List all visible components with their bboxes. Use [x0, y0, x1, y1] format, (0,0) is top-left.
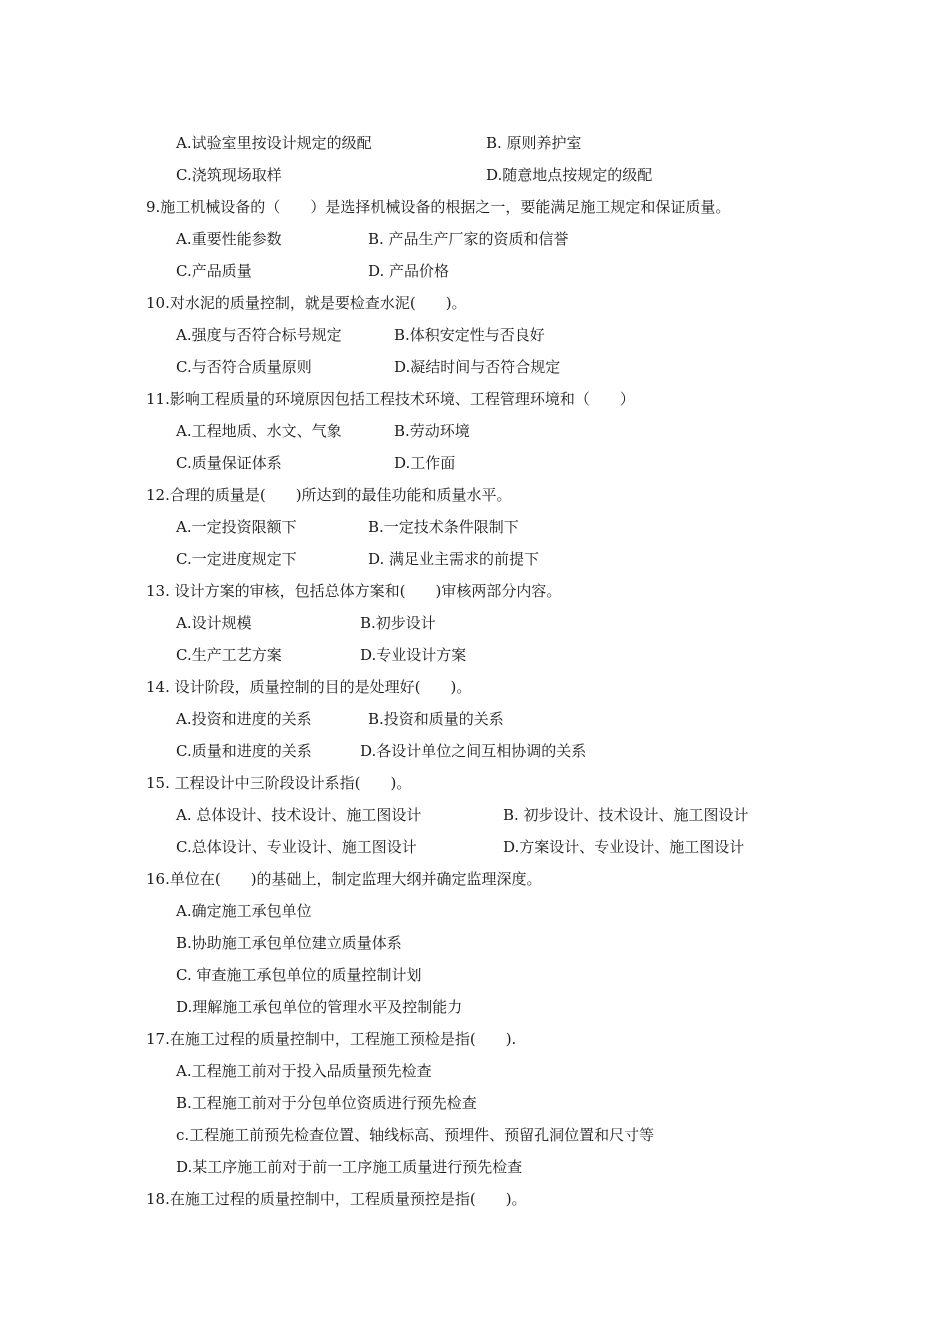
question-11-option-a: A.工程地质、水文、气象 [176, 422, 342, 440]
question-9-option-a: A.重要性能参数 [176, 230, 282, 248]
question-16-option-a: A.确定施工承包单位 [176, 902, 312, 920]
question-15-stem: 15. 工程设计中三阶段设计系指( )。 [146, 774, 412, 792]
question-12-option-d: D. 满足业主需求的前提下 [368, 550, 540, 568]
question-12-stem: 12.合理的质量是( )所达到的最佳功能和质量水平。 [146, 486, 512, 504]
question-11-option-b: B.劳动环境 [394, 422, 470, 440]
question-18-stem: 18.在施工过程的质量控制中，工程质量预控是指( )。 [146, 1190, 527, 1208]
question-11-option-c: C.质量保证体系 [176, 454, 282, 472]
question-14-stem: 14. 设计阶段，质量控制的目的是处理好( )。 [146, 678, 472, 696]
question-12-option-b: B.一定技术条件限制下 [368, 518, 519, 536]
question-14-option-d: D.各设计单位之间互相协调的关系 [360, 742, 587, 760]
question-15-option-a: A. 总体设计、技术设计、施工图设计 [176, 806, 422, 824]
question-9-stem: 9.施工机械设备的（ ）是选择机械设备的根据之一，要能满足施工规定和保证质量。 [146, 198, 731, 216]
question-11-option-d: D.工作面 [394, 454, 456, 472]
question-9-option-d: D. 产品价格 [368, 262, 450, 280]
fragment-option-c: C.浇筑现场取样 [176, 166, 282, 184]
fragment-option-a: A.试验室里按设计规定的级配 [176, 134, 372, 152]
question-17-option-c: c.工程施工前预先检查位置、轴线标高、预埋件、预留孔洞位置和尺寸等 [176, 1126, 655, 1144]
question-10-option-c: C.与否符合质量原则 [176, 358, 312, 376]
question-10-option-b: B.体积安定性与否良好 [394, 326, 545, 344]
question-11-stem: 11.影响工程质量的环境原因包括工程技术环境、工程管理环境和（ ） [146, 390, 635, 408]
question-13-option-b: B.初步设计 [360, 614, 436, 632]
question-14-option-c: C.质量和进度的关系 [176, 742, 312, 760]
question-9-option-c: C.产品质量 [176, 262, 252, 280]
question-15-option-c: C.总体设计、专业设计、施工图设计 [176, 838, 417, 856]
question-13-option-d: D.专业设计方案 [360, 646, 467, 664]
question-10-option-d: D.凝结时间与否符合规定 [394, 358, 561, 376]
question-16-stem: 16.单位在( )的基础上，制定监理大纲并确定监理深度。 [146, 870, 542, 888]
question-17-option-a: A.工程施工前对于投入品质量预先检查 [176, 1062, 432, 1080]
fragment-option-b: B. 原则养护室 [486, 134, 582, 152]
question-13-option-c: C.生产工艺方案 [176, 646, 282, 664]
question-10-option-a: A.强度与否符合标号规定 [176, 326, 342, 344]
question-9-option-b: B. 产品生产厂家的资质和信誉 [368, 230, 569, 248]
question-17-option-d: D.某工序施工前对于前一工序施工质量进行预先检查 [176, 1158, 523, 1176]
question-16-option-d: D.理解施工承包单位的管理水平及控制能力 [176, 998, 463, 1016]
question-13-stem: 13. 设计方案的审核，包括总体方案和( )审核两部分内容。 [146, 582, 562, 600]
question-16-option-c: C. 审查施工承包单位的质量控制计划 [176, 966, 422, 984]
question-14-option-b: B.投资和质量的关系 [368, 710, 504, 728]
question-13-option-a: A.设计规模 [176, 614, 252, 632]
question-12-option-c: C.一定进度规定下 [176, 550, 297, 568]
question-17-option-b: B.工程施工前对于分包单位资质进行预先检查 [176, 1094, 477, 1112]
question-14-option-a: A.投资和进度的关系 [176, 710, 312, 728]
question-16-option-b: B.协助施工承包单位建立质量体系 [176, 934, 402, 952]
question-15-option-d: D.方案设计、专业设计、施工图设计 [503, 838, 745, 856]
question-10-stem: 10.对水泥的质量控制，就是要检查水泥( )。 [146, 294, 467, 312]
question-17-stem: 17.在施工过程的质量控制中，工程施工预检是指( ). [146, 1030, 517, 1048]
question-12-option-a: A.一定投资限额下 [176, 518, 297, 536]
question-15-option-b: B. 初步设计、技术设计、施工图设计 [503, 806, 749, 824]
fragment-option-d: D.随意地点按规定的级配 [486, 166, 653, 184]
